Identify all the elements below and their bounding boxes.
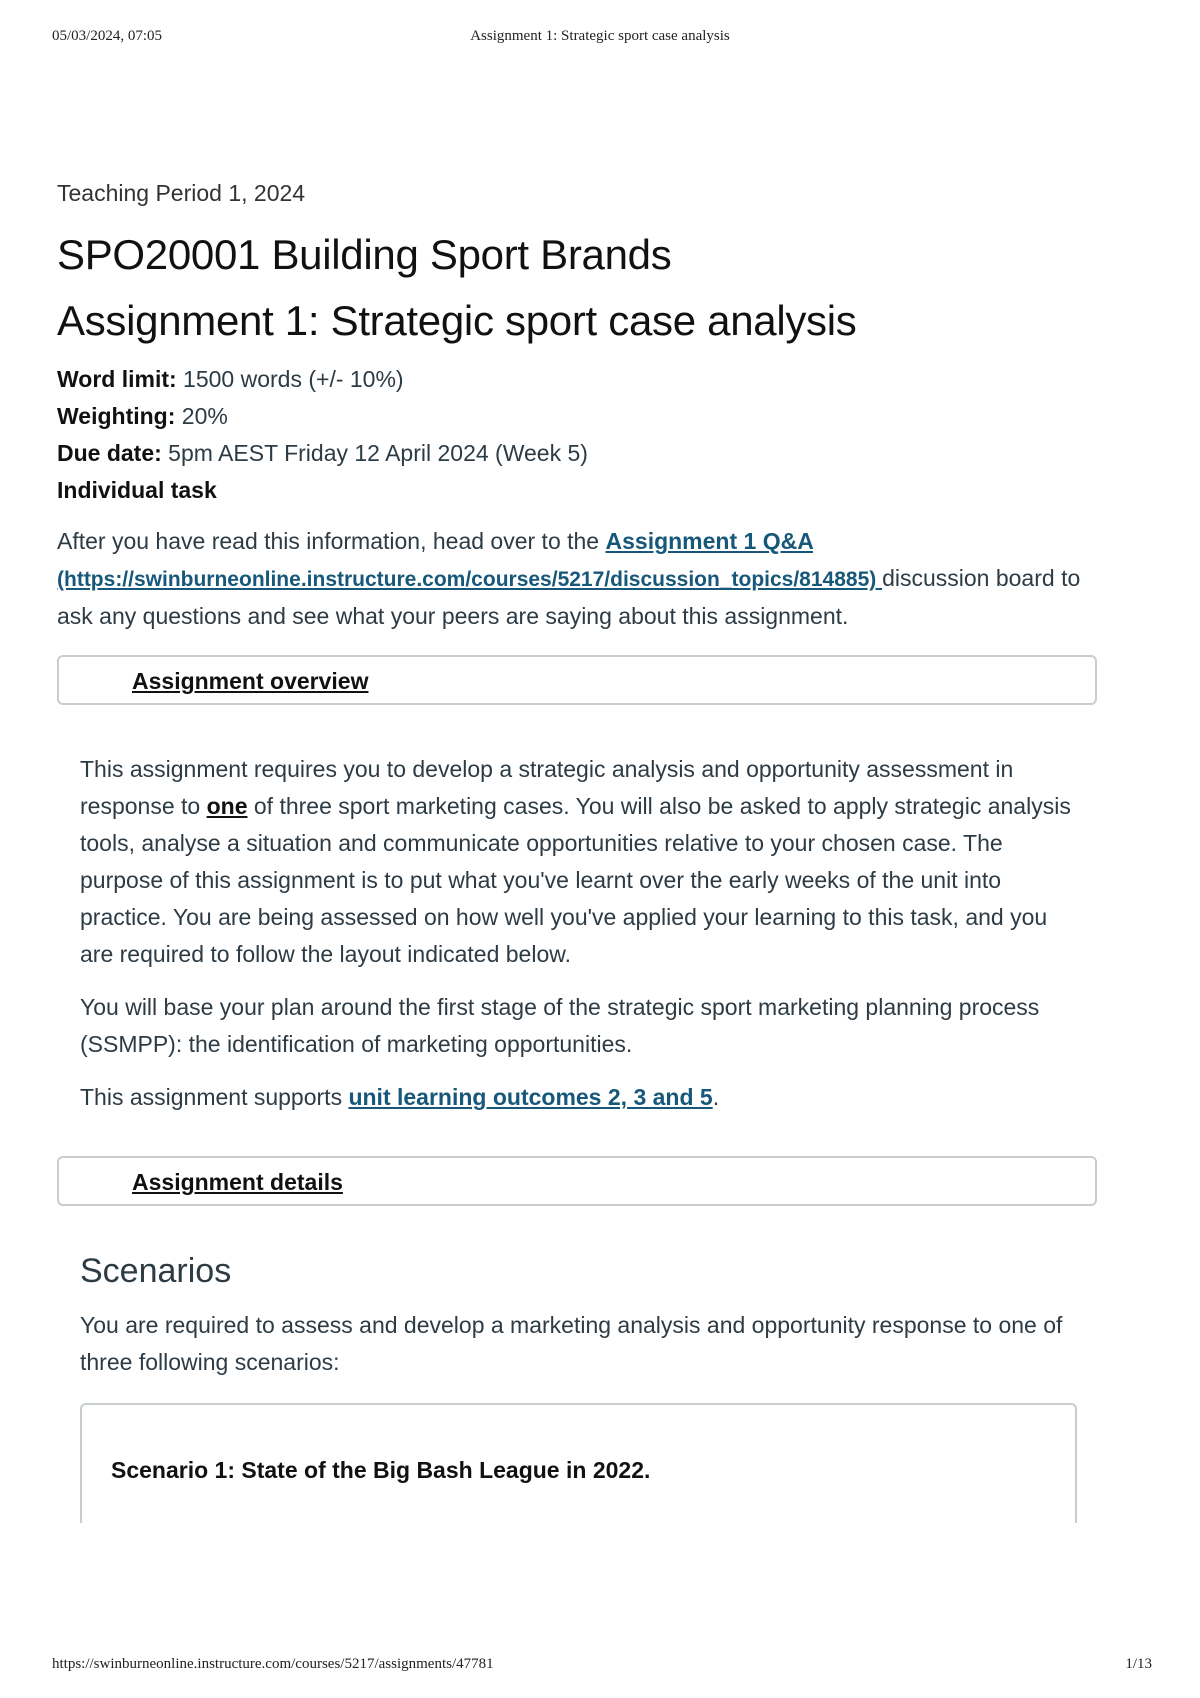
due-date-label: Due date: — [57, 440, 162, 466]
weighting-value: 20% — [175, 403, 228, 429]
qa-link-label: Assignment 1 Q&A — [605, 528, 813, 554]
word-limit-value: 1500 words (+/- 10%) — [176, 366, 404, 392]
weighting-label: Weighting: — [57, 403, 176, 429]
scenario-1-card — [80, 1403, 1077, 1523]
scenario-1-title: Scenario 1: State of the Big Bash League in 2022. — [111, 1457, 651, 1483]
overview-p1-before: This assignment requires you to develop a strategic analysis and opportunity assessment in response to — [80, 756, 1014, 819]
word-limit-label: Word limit: — [57, 366, 177, 392]
overview-paragraph-1 — [80, 751, 1077, 973]
qa-link-url: (https://swinburneonline.instructure.com/courses/5217/discussion_topics/814885) — [57, 568, 883, 591]
overview-accordion-toggle[interactable] — [57, 655, 1097, 705]
overview-p1-emphasis: one — [206, 793, 248, 819]
task-type-row — [57, 472, 1097, 509]
overview-paragraph-3 — [80, 1079, 1077, 1116]
print-datetime: 05/03/2024, 07:05 — [52, 28, 163, 44]
term-label: Teaching Period 1, 2024 — [57, 180, 306, 206]
page-number: 1/13 — [1125, 1656, 1152, 1672]
print-doc-title: Assignment 1: Strategic sport case analysis — [470, 28, 730, 44]
course-title: SPO20001 Building Sport Brands — [57, 231, 672, 278]
intro-paragraph — [57, 523, 1097, 635]
weighting-row — [57, 398, 1097, 435]
overview-p1-after: of three sport marketing cases. You will also be asked to apply strategic analysis tools, analyse a situation and communicate opportunities relative to your chosen case. The purpose of this assignment is to put what you've learnt over the early weeks of the unit into practice. You are being assessed on how well you've applied your learning to this task, and you are required to follow the layout indicated below. — [80, 793, 1071, 967]
overview-paragraph-2: You will base your plan around the first stage of the strategic sport marketing planning process (SSMPP): the identification of marketing opportunities. — [80, 994, 1040, 1057]
page-title: Assignment 1: Strategic sport case analysis — [57, 297, 857, 344]
details-accordion-title: Assignment details — [132, 1169, 343, 1195]
scenarios-heading: Scenarios — [80, 1252, 232, 1290]
learning-outcomes-link[interactable]: unit learning outcomes 2, 3 and 5 — [348, 1084, 713, 1110]
intro-text-after: discussion board to ask any questions and see what your peers are saying about this assignment. — [57, 565, 1081, 629]
details-accordion-toggle[interactable] — [57, 1156, 1097, 1206]
due-date-value: 5pm AEST Friday 12 April 2024 (Week 5) — [161, 440, 588, 466]
page-content — [57, 180, 1097, 1523]
task-type: Individual task — [57, 477, 217, 503]
word-limit-row — [57, 361, 1097, 398]
overview-p3-after: . — [712, 1084, 720, 1110]
print-footer — [0, 1656, 1200, 1676]
overview-accordion-title: Assignment overview — [132, 668, 369, 694]
print-url: https://swinburneonline.instructure.com/courses/5217/assignments/47781 — [52, 1656, 494, 1672]
overview-section — [57, 751, 1097, 1116]
assignment-meta — [57, 361, 1097, 509]
due-date-row — [57, 435, 1097, 472]
overview-p3-before: This assignment supports — [80, 1084, 349, 1110]
intro-text-before: After you have read this information, head over to the — [57, 528, 606, 554]
print-header — [0, 28, 1200, 48]
scenarios-intro: You are required to assess and develop a marketing analysis and opportunity response to one of three following scenarios: — [80, 1312, 1063, 1375]
